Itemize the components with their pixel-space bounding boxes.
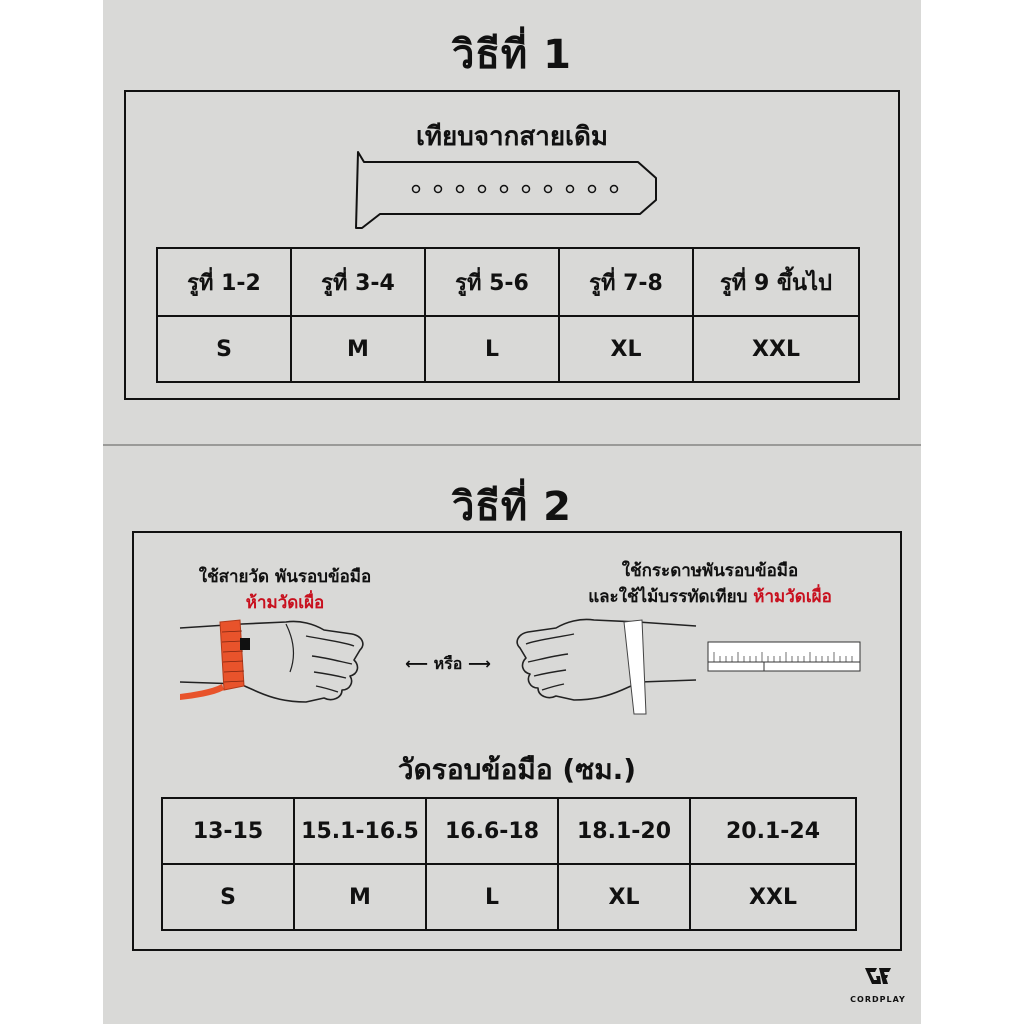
header-cell-holes-1-2: รูที่ 1-2 bbox=[157, 248, 291, 316]
range-cell-13-15: 13-15 bbox=[162, 798, 294, 864]
header-cell-holes-7-8: รูที่ 7-8 bbox=[559, 248, 693, 316]
size-cell-xl: XL bbox=[558, 864, 690, 930]
method2-title: วิธีที่ 2 bbox=[452, 484, 572, 530]
table-header-row bbox=[157, 248, 859, 316]
hand-with-tape-icon bbox=[176, 612, 376, 712]
range-cell-18-1-20: 18.1-20 bbox=[558, 798, 690, 864]
paper-instruction-line1: ใช้กระดาษพันรอบข้อมือ bbox=[621, 561, 799, 581]
or-label: หรือ bbox=[433, 654, 463, 673]
method1-title: วิธีที่ 1 bbox=[452, 32, 572, 78]
brand-mark-icon bbox=[863, 966, 893, 990]
header-cell-holes-3-4: รูที่ 3-4 bbox=[291, 248, 425, 316]
left-arrow-icon: ⟵ bbox=[405, 654, 434, 673]
tape-instruction bbox=[150, 564, 420, 616]
section-divider bbox=[103, 444, 921, 446]
size-cell-xl: XL bbox=[559, 316, 693, 382]
size-cell-l: L bbox=[426, 864, 558, 930]
brand-logo bbox=[846, 966, 910, 1004]
method1-size-table bbox=[156, 247, 860, 383]
tape-instruction-text: ใช้สายวัด พันรอบข้อมือ bbox=[198, 567, 372, 587]
watch-strap-icon bbox=[350, 148, 662, 232]
size-cell-l: L bbox=[425, 316, 559, 382]
header-cell-holes-5-6: รูที่ 5-6 bbox=[425, 248, 559, 316]
size-cell-s: S bbox=[162, 864, 294, 930]
brand-name: CORDPLAY bbox=[850, 995, 906, 1004]
table-size-row bbox=[162, 864, 856, 930]
measure-title: วัดรอบข้อมือ (ซม.) bbox=[397, 753, 637, 786]
method1-subtitle: เทียบจากสายเดิม bbox=[416, 122, 608, 152]
size-cell-xxl: XXL bbox=[693, 316, 859, 382]
or-separator bbox=[392, 652, 504, 677]
paper-instruction-line2: และใช้ไม้บรรทัดเทียบ bbox=[588, 587, 748, 607]
paper-instruction bbox=[530, 558, 890, 610]
ruler-icon bbox=[706, 640, 862, 674]
size-cell-m: M bbox=[291, 316, 425, 382]
size-cell-m: M bbox=[294, 864, 426, 930]
range-cell-15-1-16-5: 15.1-16.5 bbox=[294, 798, 426, 864]
paper-warning-text: ห้ามวัดเผื่อ bbox=[753, 587, 832, 607]
size-cell-s: S bbox=[157, 316, 291, 382]
range-cell-20-1-24: 20.1-24 bbox=[690, 798, 856, 864]
range-cell-16-6-18: 16.6-18 bbox=[426, 798, 558, 864]
tape-warning-text: ห้ามวัดเผื่อ bbox=[245, 593, 325, 613]
size-cell-xxl: XXL bbox=[690, 864, 856, 930]
header-cell-holes-9-plus: รูที่ 9 ขึ้นไป bbox=[693, 248, 859, 316]
right-arrow-icon: ⟶ bbox=[462, 654, 491, 673]
hand-with-paper-icon bbox=[504, 610, 700, 720]
method2-size-table bbox=[161, 797, 857, 931]
table-range-row bbox=[162, 798, 856, 864]
table-size-row bbox=[157, 316, 859, 382]
